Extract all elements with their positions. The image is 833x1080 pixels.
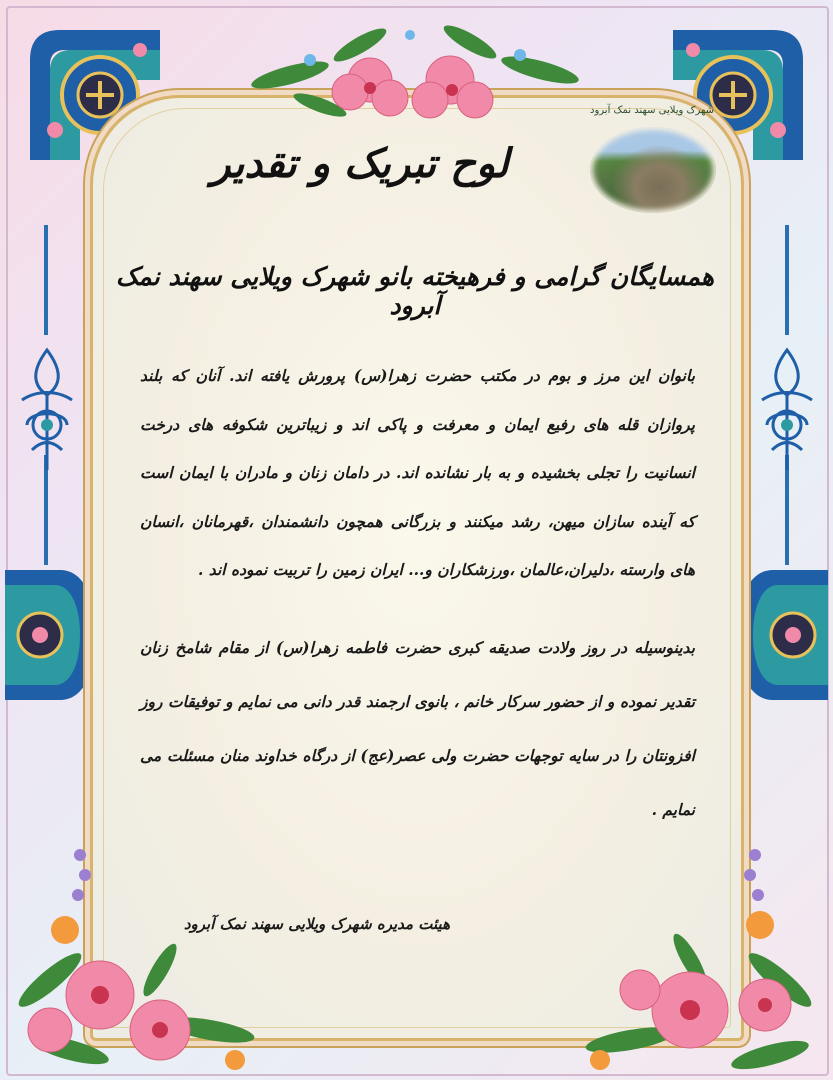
left-pillar-top	[44, 225, 48, 335]
bottom-right-flower-bouquet-icon	[580, 830, 825, 1075]
body-paragraph-1: بانوان این مرز و بوم در مکتب حضرت زهرا(س) پرورش یافته اند. آنان که بلند پروازان قله های رفیع ایمان و معرفت و پاکی اند و زیباترین شکوفه های درخت انسانیت را تجلی بخشیده و به بار نشانده اند. در دامان زنان و مادران با ایمان است که آینده سازان میهن، رشد میکنند و بزرگانی همچون دانشمندان ،قهرمانان ،انسان های وارسته ،دلیران،عالمان ،ورزشکاران و... ایران زمین را تربیت نموده اند .	[140, 366, 695, 579]
town-photo-image	[590, 127, 716, 213]
signature-line: هیئت مدیره شهرک ویلایی سهند نمک آبرود	[183, 915, 450, 933]
body-paragraph-2: بدینوسیله در روز ولادت صدیقه کبری حضرت فاطمه زهرا(س) از مقام شامخ زنان تقدیر نموده و از حضور سرکار خانم ، بانوی ارجمند قدر دانی می نمایم و توفیقات روز افزونتان را در سایه توجهات حضرت ولی عصر(عج) از درگاه خداوند منان مسئلت می نمایم .	[140, 637, 695, 819]
recipient-line: همسایگان گرامی و فرهیخته بانو شهرک ویلایی سهند نمک آبرود	[115, 262, 715, 320]
certificate-body	[140, 352, 695, 837]
right-side-ornament-icon	[752, 340, 822, 480]
right-pillar-top	[785, 225, 789, 335]
logo-caption: شهرک ویلایی سهند نمک آبرود	[590, 105, 714, 116]
top-flower-bouquet-icon	[250, 20, 580, 130]
bottom-left-flower-bouquet-icon	[10, 830, 270, 1075]
left-side-ornament-icon	[12, 340, 82, 480]
certificate-title: لوح تبریک و تقدیر	[211, 140, 509, 187]
town-logo	[582, 105, 722, 215]
